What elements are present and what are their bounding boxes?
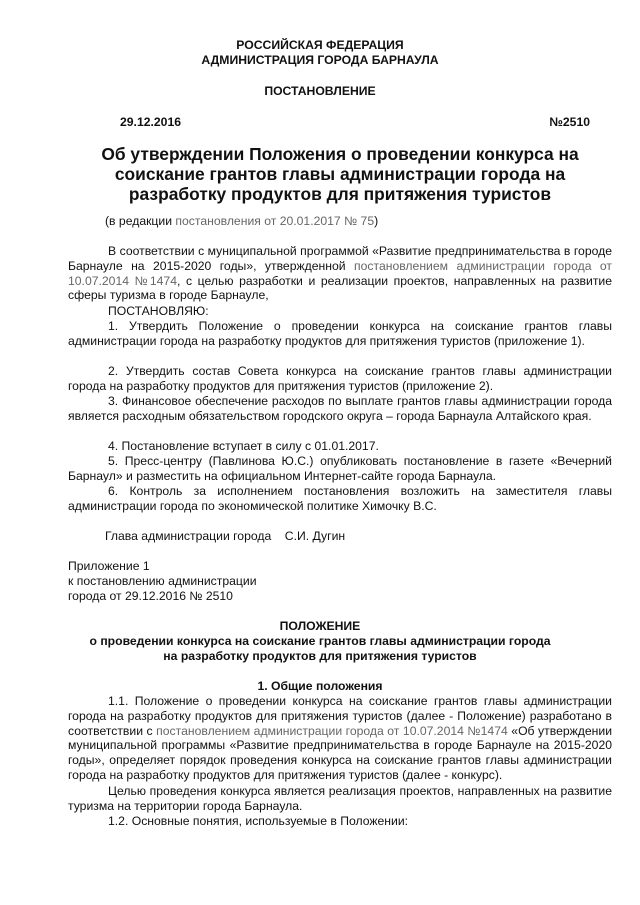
decree-title: Об утверждении Положения о проведении конкурса на соискание грантов главы администрации города на разработку продуктов для притяжения туристов (101, 144, 579, 204)
administration-heading: АДМИНИСТРАЦИЯ ГОРОДА БАРНАУЛА (201, 53, 439, 67)
regulation-paragraph-2: Целью проведения конкурса является реализация проектов, направленных на развитие туризма на территории города Барнаула. (68, 784, 612, 813)
decree-number: №2510 (549, 115, 590, 129)
appendix-line-1: Приложение 1 (68, 559, 150, 573)
revision-prefix: (в редакции (105, 214, 176, 228)
regulation-subtitle-2: на разработку продуктов для притяжения туристов (163, 649, 477, 663)
regulation-paragraph-3: 1.2. Основные понятия, используемые в Положении: (108, 814, 409, 828)
decree-item-4: 4. Постановление вступает в силу с 01.01.2017. (108, 439, 379, 453)
regulation-subtitle-1: о проведении конкурса на соискание грантов главы администрации города (89, 634, 551, 648)
regulation-title: ПОЛОЖЕНИЕ (279, 619, 361, 633)
decree-item-5: 5. Пресс-центру (Павлинова Ю.С.) опубликовать постановление в газете «Вечерний Барнаул» и разместить на официальном Интернет-сайте города Барнаула. (68, 454, 612, 483)
regulation-link[interactable]: постановлением администрации города от 10.07.2014 №1474 (156, 723, 508, 738)
preamble-paragraph (68, 244, 612, 303)
preamble-text-2: , с целью разработки и реализации проектов, направленных на развитие сферы туризма в городе Барнауле, (68, 273, 612, 303)
preamble-text-1: В соответствии с муниципальной программой «Развитие предпринимательства в городе Барнауле на 2015-2020 годы», утвержденной (68, 244, 612, 273)
section-1-heading: 1. Общие положения (257, 679, 383, 693)
decree-word: ПОСТАНОВЛЯЮ: (108, 304, 209, 318)
appendix-line-2: к постановлению администрации (68, 574, 257, 588)
preamble-link[interactable]: постановлением администрации города от 10.07.2014 №1474 (68, 258, 613, 288)
revision-note (105, 214, 378, 229)
decree-item-1: 1. Утвердить Положение о проведении конкурса на соискание грантов главы администрации города на разработку продуктов для притяжения туристов (приложение 1). (68, 319, 612, 348)
doc-type-heading: ПОСТАНОВЛЕНИЕ (264, 84, 376, 98)
revision-link[interactable]: постановления от 20.01.2017 № 75 (175, 214, 375, 228)
appendix-line-3: города от 29.12.2016 № 2510 (68, 589, 233, 603)
signature-line: Глава администрации города С.И. Дугин (105, 529, 346, 543)
regulation-paragraph-1: 1.1. Положение о проведении конкурса на соискание грантов главы администрации города на разработку продуктов для притяжения туристов (далее - Положение) разработано в соответствии с постановлением администрации города от 10.07.2014 №1474 «Об утверждении муниципальной программы «Развитие предпринимательства в городе Барнауле на 2015-2020 годы», определяет порядок проведения конкурса на соискание грантов главы администрации города на разработку продуктов для притяжения туристов (далее - конкурс). (68, 694, 613, 782)
revision-suffix: ) (374, 214, 379, 228)
country-heading: РОССИЙСКАЯ ФЕДЕРАЦИЯ (236, 38, 404, 52)
decree-item-2: 2. Утвердить состав Совета конкурса на соискание грантов главы администрации города на разработку продуктов для притяжения туристов (приложение 2). (68, 364, 612, 393)
decree-date: 29.12.2016 (120, 115, 181, 129)
decree-item-6: 6. Контроль за исполнением постановления возложить на заместителя главы администрации города по экономической политике Химочку В.С. (68, 484, 612, 513)
decree-item-3: 3. Финансовое обеспечение расходов по выплате грантов главы администрации города является расходным обязательством городского округа – города Барнаула Алтайского края. (68, 394, 612, 423)
